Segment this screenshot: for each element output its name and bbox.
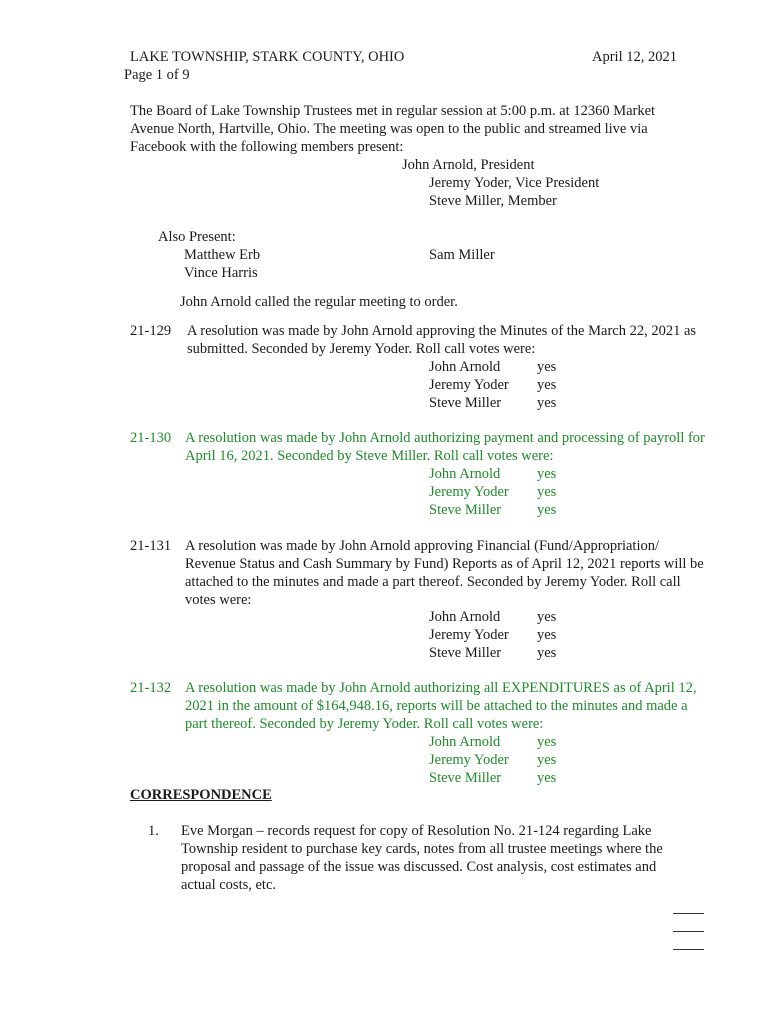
member-member: Steve Miller, Member [429, 193, 557, 209]
voter-name: Jeremy Yoder [429, 752, 509, 768]
vote-value: yes [537, 627, 557, 643]
correspondence-heading: CORRESPONDENCE [130, 787, 272, 803]
vote-value: yes [537, 359, 557, 375]
voter-name: Steve Miller [429, 502, 502, 518]
vote-value: yes [537, 770, 557, 786]
vote-row [429, 358, 556, 376]
vote-row [429, 501, 556, 519]
voter-name: Jeremy Yoder [429, 377, 509, 393]
page-number: Page 1 of 9 [124, 67, 190, 83]
vote-row [429, 465, 556, 483]
voter-name: Steve Miller [429, 770, 502, 786]
resolution-number: 21-129 [130, 323, 172, 339]
intro-paragraph: The Board of Lake Township Trustees met in regular session at 5:00 p.m. at 12360 Market Avenue North, Hartville, Ohio. The meeting was open to the public and streamed live via Facebook with the following members present: [130, 103, 656, 155]
vote-row [429, 483, 556, 501]
vote-row [429, 626, 556, 644]
vote-value: yes [537, 645, 557, 661]
also-present-name: Vince Harris [184, 265, 258, 281]
member-president: John Arnold, President [402, 157, 535, 173]
resolution-text: A resolution was made by John Arnold approving the Minutes of the March 22, 2021 as submitted. Seconded by Jeremy Yoder. Roll call votes were: [187, 323, 697, 357]
roll-call-votes [429, 358, 556, 412]
vote-row [429, 394, 556, 412]
header-date: April 12, 2021 [592, 49, 677, 65]
voter-name: Jeremy Yoder [429, 627, 509, 643]
correspondence-item-number: 1. [148, 823, 159, 839]
vote-value: yes [537, 395, 557, 411]
roll-call-votes [429, 465, 556, 519]
member-vice-president: Jeremy Yoder, Vice President [429, 175, 600, 191]
roll-call-votes [429, 608, 556, 662]
resolution-text: A resolution was made by John Arnold authorizing all EXPENDITURES as of April 12, 2021 in the amount of $164,948.16, reports will be attached to the minutes and made a part thereof. Seconded by Jeremy Yoder. Roll call votes were: [185, 680, 697, 732]
vote-value: yes [537, 734, 557, 750]
resolution-text: A resolution was made by John Arnold authorizing payment and processing of payroll for April 16, 2021. Seconded by Steve Miller. Roll call votes were: [185, 430, 705, 464]
call-to-order: John Arnold called the regular meeting to order. [180, 294, 458, 310]
roll-call-votes [429, 733, 556, 787]
vote-row [429, 376, 556, 394]
resolution-text: A resolution was made by John Arnold approving Financial (Fund/Appropriation/ Revenue Status and Cash Summary by Fund) Reports as of April 12, 2021 reports will be attached to the minutes and made a part thereof. Seconded by Jeremy Yoder. Roll call votes were: [185, 538, 704, 608]
signature-line [673, 913, 704, 914]
vote-row [429, 769, 556, 787]
signature-line [673, 931, 704, 932]
header-org: LAKE TOWNSHIP, STARK COUNTY, OHIO [130, 49, 405, 65]
also-present-name: Sam Miller [429, 247, 495, 263]
vote-row [429, 733, 556, 751]
voter-name: John Arnold [429, 609, 501, 625]
vote-value: yes [537, 377, 557, 393]
voter-name: Jeremy Yoder [429, 484, 509, 500]
vote-value: yes [537, 484, 557, 500]
resolution-number: 21-132 [130, 680, 172, 696]
correspondence-item-text: Eve Morgan – records request for copy of Resolution No. 21-124 regarding Lake Township resident to purchase key cards, notes from all trustee meetings where the proposal and passage of the issue was discussed. Cost analysis, cost estimates and actual costs, etc. [181, 823, 663, 893]
vote-row [429, 644, 556, 662]
signature-line [673, 949, 704, 950]
voter-name: John Arnold [429, 359, 501, 375]
resolution-number: 21-131 [130, 538, 172, 554]
voter-name: John Arnold [429, 466, 501, 482]
also-present-label: Also Present: [158, 229, 236, 245]
voter-name: John Arnold [429, 734, 501, 750]
voter-name: Steve Miller [429, 395, 502, 411]
vote-row [429, 751, 556, 769]
vote-value: yes [537, 502, 557, 518]
vote-value: yes [537, 466, 557, 482]
resolution-number: 21-130 [130, 430, 172, 446]
voter-name: Steve Miller [429, 645, 502, 661]
vote-value: yes [537, 609, 557, 625]
also-present-name: Matthew Erb [184, 247, 261, 263]
vote-value: yes [537, 752, 557, 768]
vote-row [429, 608, 556, 626]
